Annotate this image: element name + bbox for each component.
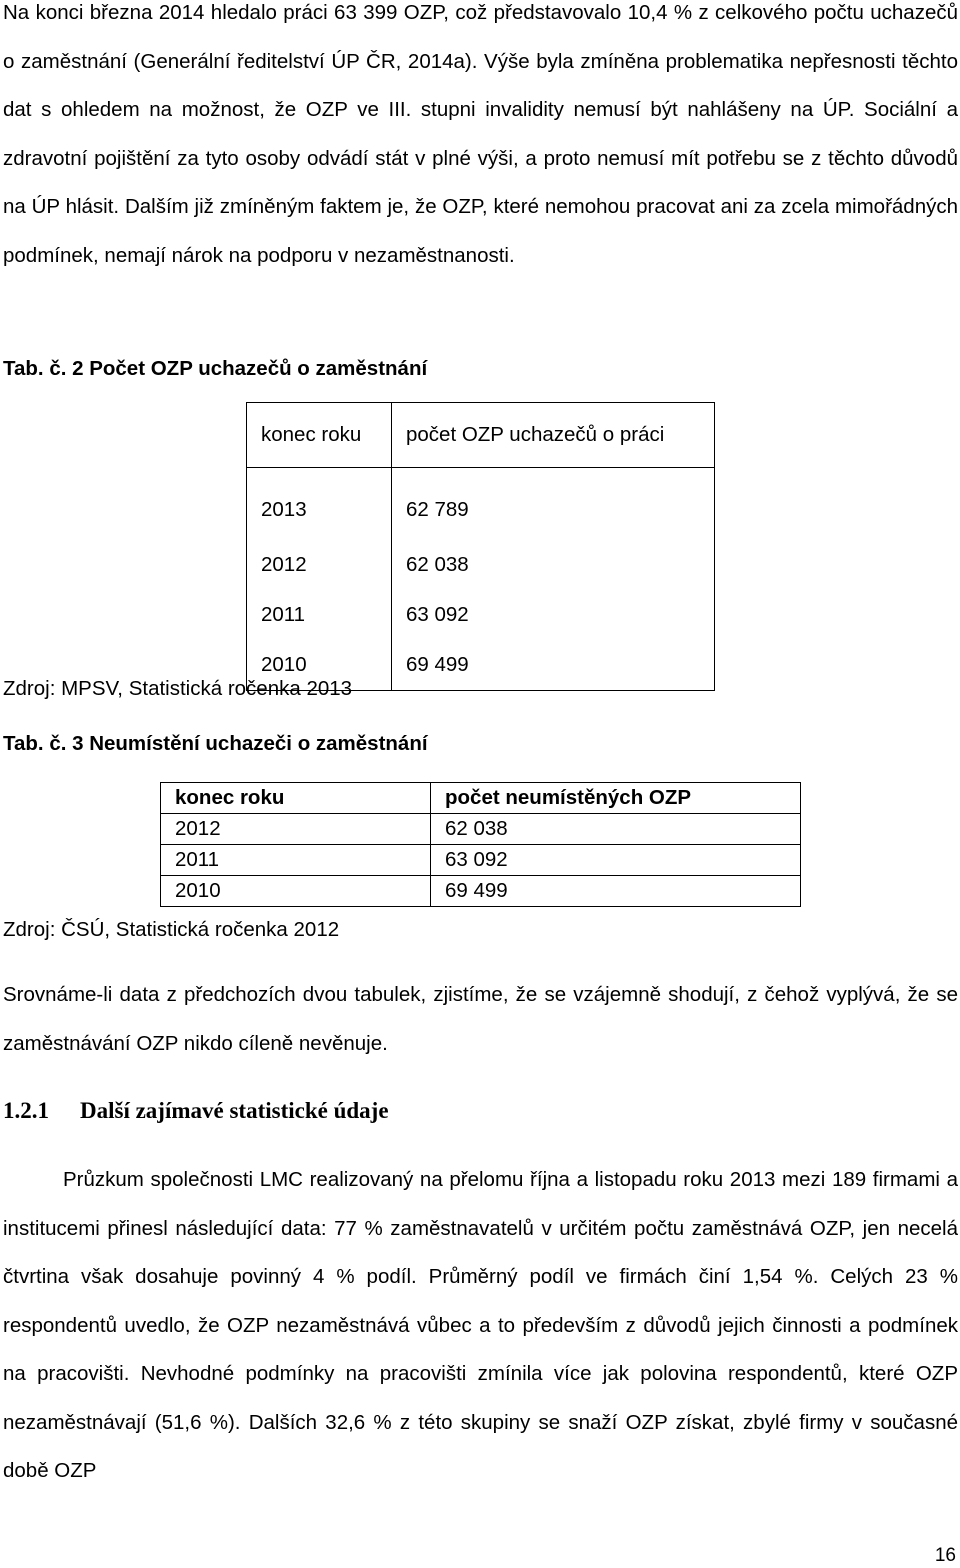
table-cell-year: 2010 bbox=[161, 876, 431, 907]
table-cell-count: 69 499 bbox=[431, 876, 801, 907]
section-title: Další zajímavé statistické údaje bbox=[80, 1098, 389, 1123]
table-ozp-applicants bbox=[246, 402, 715, 691]
intro-paragraph: Na konci března 2014 hledalo práci 63 399 OZP, což představovalo 10,4 % z celkového počtu uchazečů o zaměstnání (Generální ředitelství ÚP ČR, 2014a). Výše byla zmíněna problematika nepřesnosti těchto dat s ohledem na možnost, že OZP ve III. stupni invalidity nemusí být nahlášeny na ÚP. Sociální a zdravotní pojištění za tyto osoby odvádí stát v plné výši, a proto nemusí mít potřebu se z těchto důvodů na ÚP hlásit. Dalším již zmíněným faktem je, že OZP, které nemohou pracovat ani za zcela mimořádných podmínek, nemají nárok na podporu v nezaměstnanosti. bbox=[3, 1, 958, 267]
table-cell-count: 62 038 bbox=[431, 814, 801, 845]
comparison-paragraph: Srovnáme-li data z předchozích dvou tabulek, zjistíme, že se vzájemně shodují, z čehož vyplývá, že se zaměstnávání OZP nikdo cíleně nevěnuje. bbox=[3, 983, 958, 1055]
table-cell-year: 2013 bbox=[247, 468, 392, 541]
table-row bbox=[161, 876, 801, 907]
section-heading bbox=[3, 1098, 389, 1124]
table-row bbox=[247, 468, 715, 541]
table-header-cell: konec roku bbox=[247, 403, 392, 468]
table-row bbox=[161, 845, 801, 876]
table-cell-count: 69 499 bbox=[392, 640, 715, 691]
table-cell-count: 63 092 bbox=[392, 590, 715, 640]
table-unplaced-applicants bbox=[160, 782, 801, 907]
table-row bbox=[247, 540, 715, 590]
table-cell-count: 62 789 bbox=[392, 468, 715, 541]
table1-source: Zdroj: MPSV, Statistická ročenka 2013 bbox=[3, 677, 353, 700]
table-cell-count: 63 092 bbox=[431, 845, 801, 876]
table-cell-year: 2010 bbox=[247, 640, 392, 691]
table-cell-year: 2012 bbox=[161, 814, 431, 845]
table-row bbox=[161, 814, 801, 845]
table-header-row bbox=[247, 403, 715, 468]
page-number: 16 bbox=[934, 1545, 956, 1566]
table-header-cell: počet neumístěných OZP bbox=[431, 783, 801, 814]
table-cell-year: 2011 bbox=[247, 590, 392, 640]
table-header-cell: konec roku bbox=[161, 783, 431, 814]
section-number: 1.2.1 bbox=[3, 1098, 49, 1123]
table-cell-year: 2012 bbox=[247, 540, 392, 590]
table2-caption: Tab. č. 3 Neumístění uchazeči o zaměstnání bbox=[3, 732, 428, 755]
table1-caption: Tab. č. 2 Počet OZP uchazečů o zaměstnání bbox=[3, 357, 428, 380]
table2-source: Zdroj: ČSÚ, Statistická ročenka 2012 bbox=[3, 918, 340, 941]
table-header-row bbox=[161, 783, 801, 814]
table-cell-year: 2011 bbox=[161, 845, 431, 876]
table-row bbox=[247, 590, 715, 640]
table-cell-count: 62 038 bbox=[392, 540, 715, 590]
table-header-cell: počet OZP uchazečů o práci bbox=[392, 403, 715, 468]
survey-paragraph: Průzkum společnosti LMC realizovaný na přelomu října a listopadu roku 2013 mezi 189 firmami a institucemi přinesl následující data: 77 % zaměstnavatelů v určitém počtu zaměstnává OZP, jen necelá čtvrtina však dosahuje povinný 4 % podíl. Průměrný podíl ve firmách činí 1,54 %. Celých 23 % respondentů uvedlo, že OZP nezaměstnává vůbec a to především z důvodů jejich činnosti a podmínek na pracovišti. Nevhodné podmínky na pracovišti zmínila více jak polovina respondentů, které OZP nezaměstnávají (51,6 %). Dalších 32,6 % z této skupiny se snaží OZP získat, zbylé firmy v současné době OZP bbox=[3, 1168, 958, 1482]
